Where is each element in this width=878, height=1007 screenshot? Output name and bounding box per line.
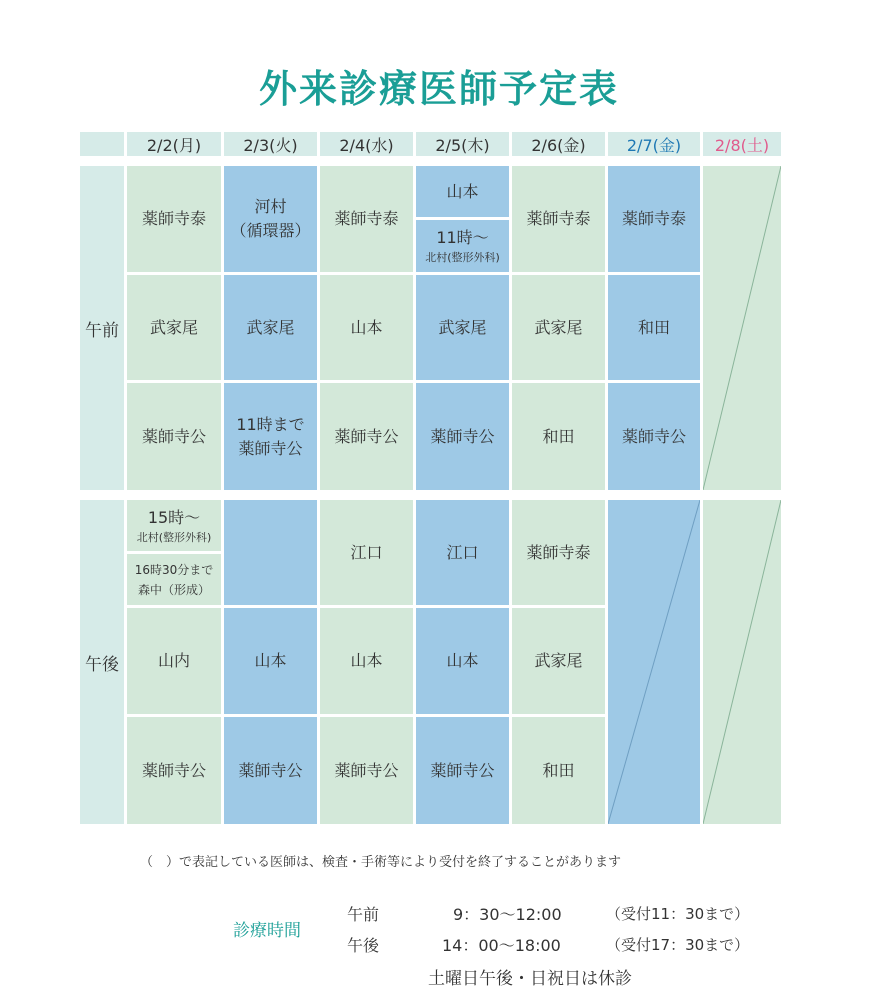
pm-mon-slot3: 薬師寺公	[127, 717, 221, 824]
hours-am-time: 9：30～12:00	[453, 905, 562, 924]
am-mon-slot2: 武家尾	[127, 275, 221, 380]
header-day-sat: 2/8(土)	[703, 132, 781, 156]
side-label-am: 午前	[80, 166, 124, 490]
pm-fri-slot1: 薬師寺泰	[512, 500, 605, 605]
time-note: 15時～	[147, 507, 201, 527]
time-note: 16時30分まで	[134, 562, 214, 577]
am-thu-slot3: 薬師寺公	[416, 383, 509, 490]
pm-tue-slot1-empty	[224, 500, 317, 605]
hours-label: 診療時間	[233, 921, 301, 941]
pm-wed-slot3: 薬師寺公	[320, 717, 413, 824]
am-thu-slot1a: 山本	[416, 166, 509, 217]
header-day-mon: 2/2(月)	[127, 132, 221, 156]
am-tue-slot1	[224, 166, 317, 272]
am-fri2-slot1: 薬師寺泰	[608, 166, 700, 272]
header-day-wed: 2/4(水)	[320, 132, 413, 156]
doctor-name: 北村(整形外科)	[425, 251, 500, 264]
am-tue-slot2: 武家尾	[224, 275, 317, 380]
doctor-name: 河村	[254, 197, 287, 216]
pm-fri2-closed	[608, 500, 700, 824]
closed-days-note: 土曜日午後・日祝日は休診	[428, 969, 632, 989]
side-label-pm: 午後	[80, 500, 124, 824]
schedule-note: （ ）で表記している医師は、検査・手術等により受付を終了することがあります	[140, 855, 622, 870]
header-day-thu: 2/5(木)	[416, 132, 509, 156]
page-title: 外来診療医師予定表	[258, 67, 619, 111]
pm-thu-slot3: 薬師寺公	[416, 717, 509, 824]
am-fri-slot3: 和田	[512, 383, 605, 490]
pm-wed-slot1: 江口	[320, 500, 413, 605]
pm-tue-slot3: 薬師寺公	[224, 717, 317, 824]
am-fri2-slot3: 薬師寺公	[608, 383, 700, 490]
header-day-fri: 2/6(金)	[512, 132, 605, 156]
header-day-fri2: 2/7(金)	[608, 132, 700, 156]
pm-mon-slot2: 山内	[127, 608, 221, 714]
pm-fri-slot3: 和田	[512, 717, 605, 824]
pm-tue-slot2: 山本	[224, 608, 317, 714]
hours-am-label: 午前	[347, 905, 380, 924]
am-mon-slot3: 薬師寺公	[127, 383, 221, 490]
am-wed-slot3: 薬師寺公	[320, 383, 413, 490]
pm-sat-closed	[703, 500, 781, 824]
header-day-tue: 2/3(火)	[224, 132, 317, 156]
pm-mon-slot1b	[127, 554, 221, 605]
hours-pm-reception: （受付17：30まで）	[606, 936, 750, 954]
department-note: （循環器）	[230, 221, 311, 240]
time-note: 11時まで	[236, 414, 305, 434]
hours-am-reception: （受付11：30まで）	[606, 905, 750, 923]
pm-thu-slot1: 江口	[416, 500, 509, 605]
time-note: 11時～	[436, 228, 489, 247]
am-fri2-slot2: 和田	[608, 275, 700, 380]
hours-pm-label: 午後	[347, 936, 380, 955]
doctor-name: 森中（形成）	[137, 582, 210, 597]
am-thu-slot2: 武家尾	[416, 275, 509, 380]
am-sat-closed	[703, 166, 781, 490]
doctor-name: 北村(整形外科)	[136, 530, 212, 544]
hours-pm-time: 14：00～18:00	[442, 936, 561, 955]
pm-wed-slot2: 山本	[320, 608, 413, 714]
am-fri-slot2: 武家尾	[512, 275, 605, 380]
am-fri-slot1: 薬師寺泰	[512, 166, 605, 272]
pm-mon-slot1a	[127, 500, 221, 551]
header-corner	[80, 132, 124, 156]
am-thu-slot1b	[416, 220, 509, 272]
pm-thu-slot2: 山本	[416, 608, 509, 714]
am-wed-slot2: 山本	[320, 275, 413, 380]
pm-fri-slot2: 武家尾	[512, 608, 605, 714]
am-mon-slot1: 薬師寺泰	[127, 166, 221, 272]
am-tue-slot3	[224, 383, 317, 490]
doctor-name: 薬師寺公	[238, 438, 303, 458]
am-wed-slot1: 薬師寺泰	[320, 166, 413, 272]
